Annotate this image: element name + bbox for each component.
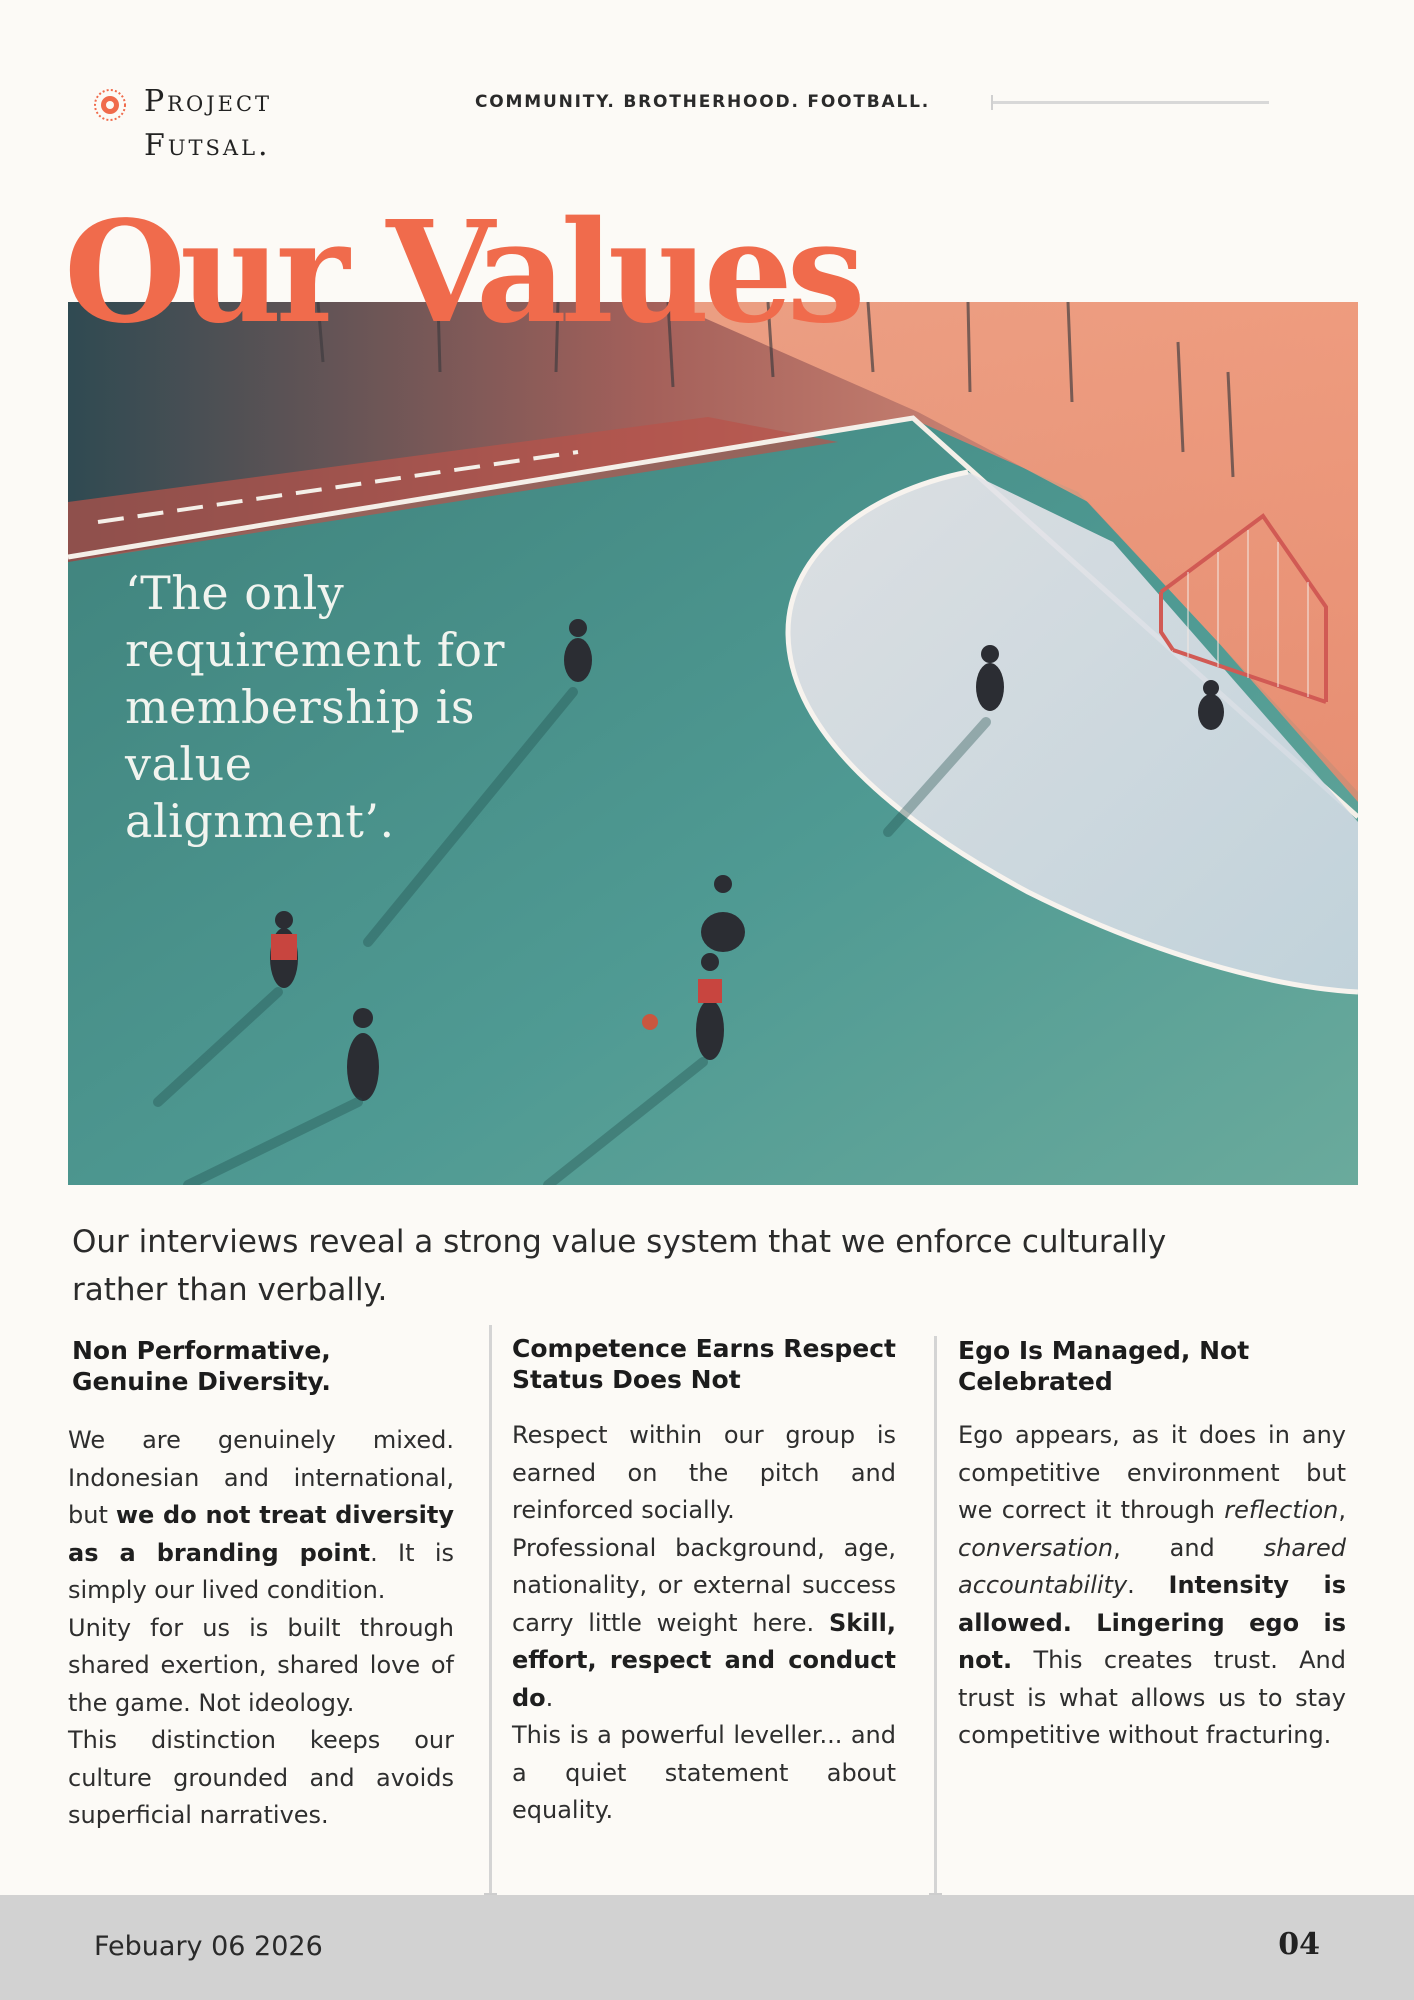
value-column-competence	[512, 1333, 896, 1830]
brand-name-line2: Futsal.	[144, 128, 271, 163]
column-heading: Non Performative, Genuine Diversity.	[72, 1336, 331, 1396]
footer-date: Febuary 06 2026	[94, 1931, 323, 1962]
column-heading: Ego Is Managed, Not Celebrated	[958, 1336, 1250, 1396]
page-number: 04	[1278, 1927, 1320, 1962]
hero-quote: ‘The only requirement for membership is value alignment’.	[125, 566, 505, 848]
column-paragraph: Ego appears, as it does in any competitive environment but we correct it through reflection, conversation, and shared accountability. Intensity is allowed. Lingering ego is not. This creates trust. And trust is what allows us to stay competitive without fracturing.	[958, 1421, 1346, 1749]
brand-name	[144, 80, 272, 168]
column-divider	[489, 1325, 492, 1895]
column-paragraph: This distinction keeps our culture grounded and avoids superficial narratives.	[68, 1726, 454, 1829]
column-paragraph: Unity for us is built through shared exertion, shared love of the game. Not ideology.	[68, 1613, 454, 1717]
column-body	[512, 1417, 896, 1830]
column-paragraph: Professional background, age, nationality, or external success carry little weight here. Skill, effort, respect and conduct do.	[512, 1533, 896, 1712]
column-paragraph: This is a powerful leveller... and a quiet statement about equality.	[512, 1721, 896, 1824]
column-body	[958, 1417, 1346, 1755]
tagline: COMMUNITY. BROTHERHOOD. FOOTBALL.	[475, 92, 930, 112]
value-column-ego	[958, 1335, 1346, 1755]
column-body	[68, 1422, 454, 1835]
column-paragraph: Respect within our group is earned on the pitch and reinforced socially.	[512, 1421, 896, 1524]
intro-paragraph: Our interviews reveal a strong value system that we enforce culturally rather than verbally.	[72, 1224, 1167, 1308]
header-divider	[991, 101, 1269, 104]
column-heading: Competence Earns Respect Status Does Not	[512, 1334, 896, 1394]
page-title: Our Values	[64, 191, 860, 355]
page-footer	[0, 1895, 1414, 2000]
column-divider	[934, 1336, 937, 1895]
brand-name-line1: Project	[144, 84, 273, 119]
value-column-diversity	[68, 1335, 454, 1835]
column-paragraph: We are genuinely mixed. Indonesian and international, but we do not treat diversity as a branding point. It is simply our lived condition.	[68, 1426, 454, 1604]
sun-badge-icon	[93, 88, 127, 122]
